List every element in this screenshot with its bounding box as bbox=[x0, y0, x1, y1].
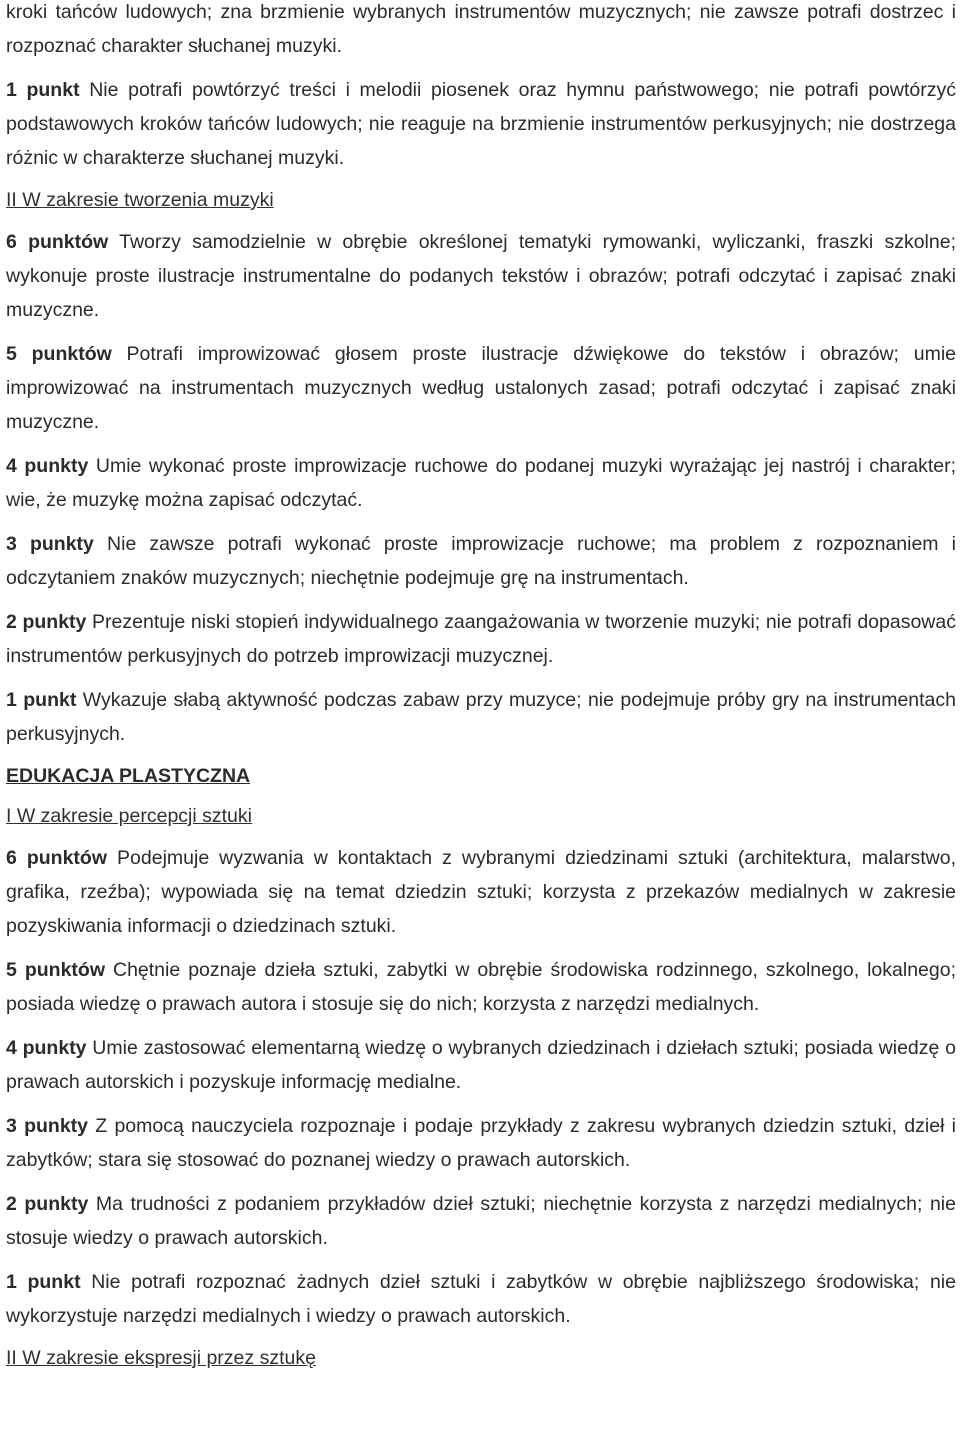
criterion-item bbox=[6, 1265, 956, 1333]
criterion-item bbox=[6, 841, 956, 943]
score-label: 2 punkty bbox=[6, 1193, 89, 1215]
criterion-item bbox=[6, 337, 956, 439]
score-label: 3 punkty bbox=[6, 533, 94, 555]
score-label: 1 punkt bbox=[6, 1271, 81, 1293]
section-heading-music-creation: II W zakresie tworzenia muzyki bbox=[6, 189, 274, 211]
score-label: 1 punkt bbox=[6, 689, 77, 711]
subject-title-art-education: EDUKACJA PLASTYCZNA bbox=[6, 765, 251, 787]
criterion-item bbox=[6, 1187, 956, 1255]
criterion-text: Tworzy samodzielnie w obrębie określonej tematyki rymowanki, wyliczanki, fraszki szkolne; wykonuje proste ilustracje instrumentalne do podanych tekstów i obrazów; potrafi odczytać i zapisać znaki muzyczne. bbox=[6, 231, 956, 321]
score-label: 6 punktów bbox=[6, 847, 108, 869]
score-label: 5 punktów bbox=[6, 959, 105, 981]
score-label: 3 punkty bbox=[6, 1115, 89, 1137]
continuation-text: kroki tańców ludowych; zna brzmienie wybranych instrumentów muzycznych; nie zawsze potrafi dostrzec i rozpoznać charakter słuchanej muzyki. bbox=[6, 1, 956, 57]
criterion-item bbox=[6, 953, 956, 1021]
criterion-text: Nie potrafi rozpoznać żadnych dzieł sztuki i zabytków w obrębie najbliższego środowiska; nie wykorzystuje narzędzi medialnych i wiedzy o prawach autorskich. bbox=[6, 1271, 956, 1327]
criterion-item bbox=[6, 605, 956, 673]
score-label: 4 punkty bbox=[6, 455, 89, 477]
criterion-text: Z pomocą nauczyciela rozpoznaje i podaje przykłady z zakresu wybranych dziedzin sztuki, dzieł i zabytków; stara się stosować do poznanej wiedzy o prawach autorskich. bbox=[6, 1115, 956, 1171]
score-label: 1 punkt bbox=[6, 79, 80, 101]
continuation-block bbox=[6, 0, 956, 63]
score-label: 5 punktów bbox=[6, 343, 112, 365]
section-heading-art-perception: I W zakresie percepcji sztuki bbox=[6, 805, 252, 827]
criterion-text: Umie zastosować elementarną wiedzę o wybranych dziedzinach i dziełach sztuki; posiada wiedzę o prawach autorskich i pozyskuje informację medialne. bbox=[6, 1037, 956, 1093]
music-perception-item-1 bbox=[6, 73, 956, 175]
criterion-text: Wykazuje słabą aktywność podczas zabaw przy muzyce; nie podejmuje próby gry na instrumentach perkusyjnych. bbox=[6, 689, 956, 745]
criterion-text: Potrafi improwizować głosem proste ilustracje dźwiękowe do tekstów i obrazów; umie improwizować na instrumentach muzycznych według ustalonych zasad; potrafi odczytać i zapisać znaki muzyczne. bbox=[6, 343, 957, 433]
criterion-text: Nie zawsze potrafi wykonać proste improwizacje ruchowe; ma problem z rozpoznaniem i odczytaniem znaków muzycznych; niechętnie podejmuje grę na instrumentach. bbox=[6, 533, 956, 589]
criterion-text: Ma trudności z podaniem przykładów dzieł sztuki; niechętnie korzysta z narzędzi medialnych; nie stosuje wiedzy o prawach autorskich. bbox=[6, 1193, 956, 1249]
criterion-item bbox=[6, 527, 956, 595]
criterion-item bbox=[6, 683, 956, 751]
criterion-item bbox=[6, 1031, 956, 1099]
section-heading-art-expression: II W zakresie ekspresji przez sztukę bbox=[6, 1347, 316, 1369]
criterion-text: Prezentuje niski stopień indywidualnego zaangażowania w tworzenie muzyki; nie potrafi dopasować instrumentów perkusyjnych do potrzeb improwizacji muzycznej. bbox=[6, 611, 956, 667]
criterion-text: Chętnie poznaje dzieła sztuki, zabytki w obrębie środowiska rodzinnego, szkolnego, lokalnego; posiada wiedzę o prawach autora i stosuje się do nich; korzysta z narzędzi medialnych. bbox=[6, 959, 956, 1015]
criterion-item bbox=[6, 225, 956, 327]
criterion-text: Umie wykonać proste improwizacje ruchowe do podanej muzyki wyrażając jej nastrój i charakter; wie, że muzykę można zapisać odczytać. bbox=[6, 455, 956, 511]
score-label: 6 punktów bbox=[6, 231, 109, 253]
criterion-item bbox=[6, 1109, 956, 1177]
score-label: 2 punkty bbox=[6, 611, 87, 633]
criterion-text: Nie potrafi powtórzyć treści i melodii piosenek oraz hymnu państwowego; nie potrafi powtórzyć podstawowych kroków tańców ludowych; nie reaguje na brzmienie instrumentów perkusyjnych; nie dostrzega różnic w charakterze słuchanej muzyki. bbox=[6, 79, 956, 169]
criterion-item bbox=[6, 449, 956, 517]
criterion-text: Podejmuje wyzwania w kontaktach z wybranymi dziedzinami sztuki (architektura, malarstwo, grafika, rzeźba); wypowiada się na temat dziedzin sztuki; korzysta z przekazów medialnych w zakresie pozyskiwania informacji o dziedzinach sztuki. bbox=[6, 847, 956, 937]
score-label: 4 punkty bbox=[6, 1037, 87, 1059]
